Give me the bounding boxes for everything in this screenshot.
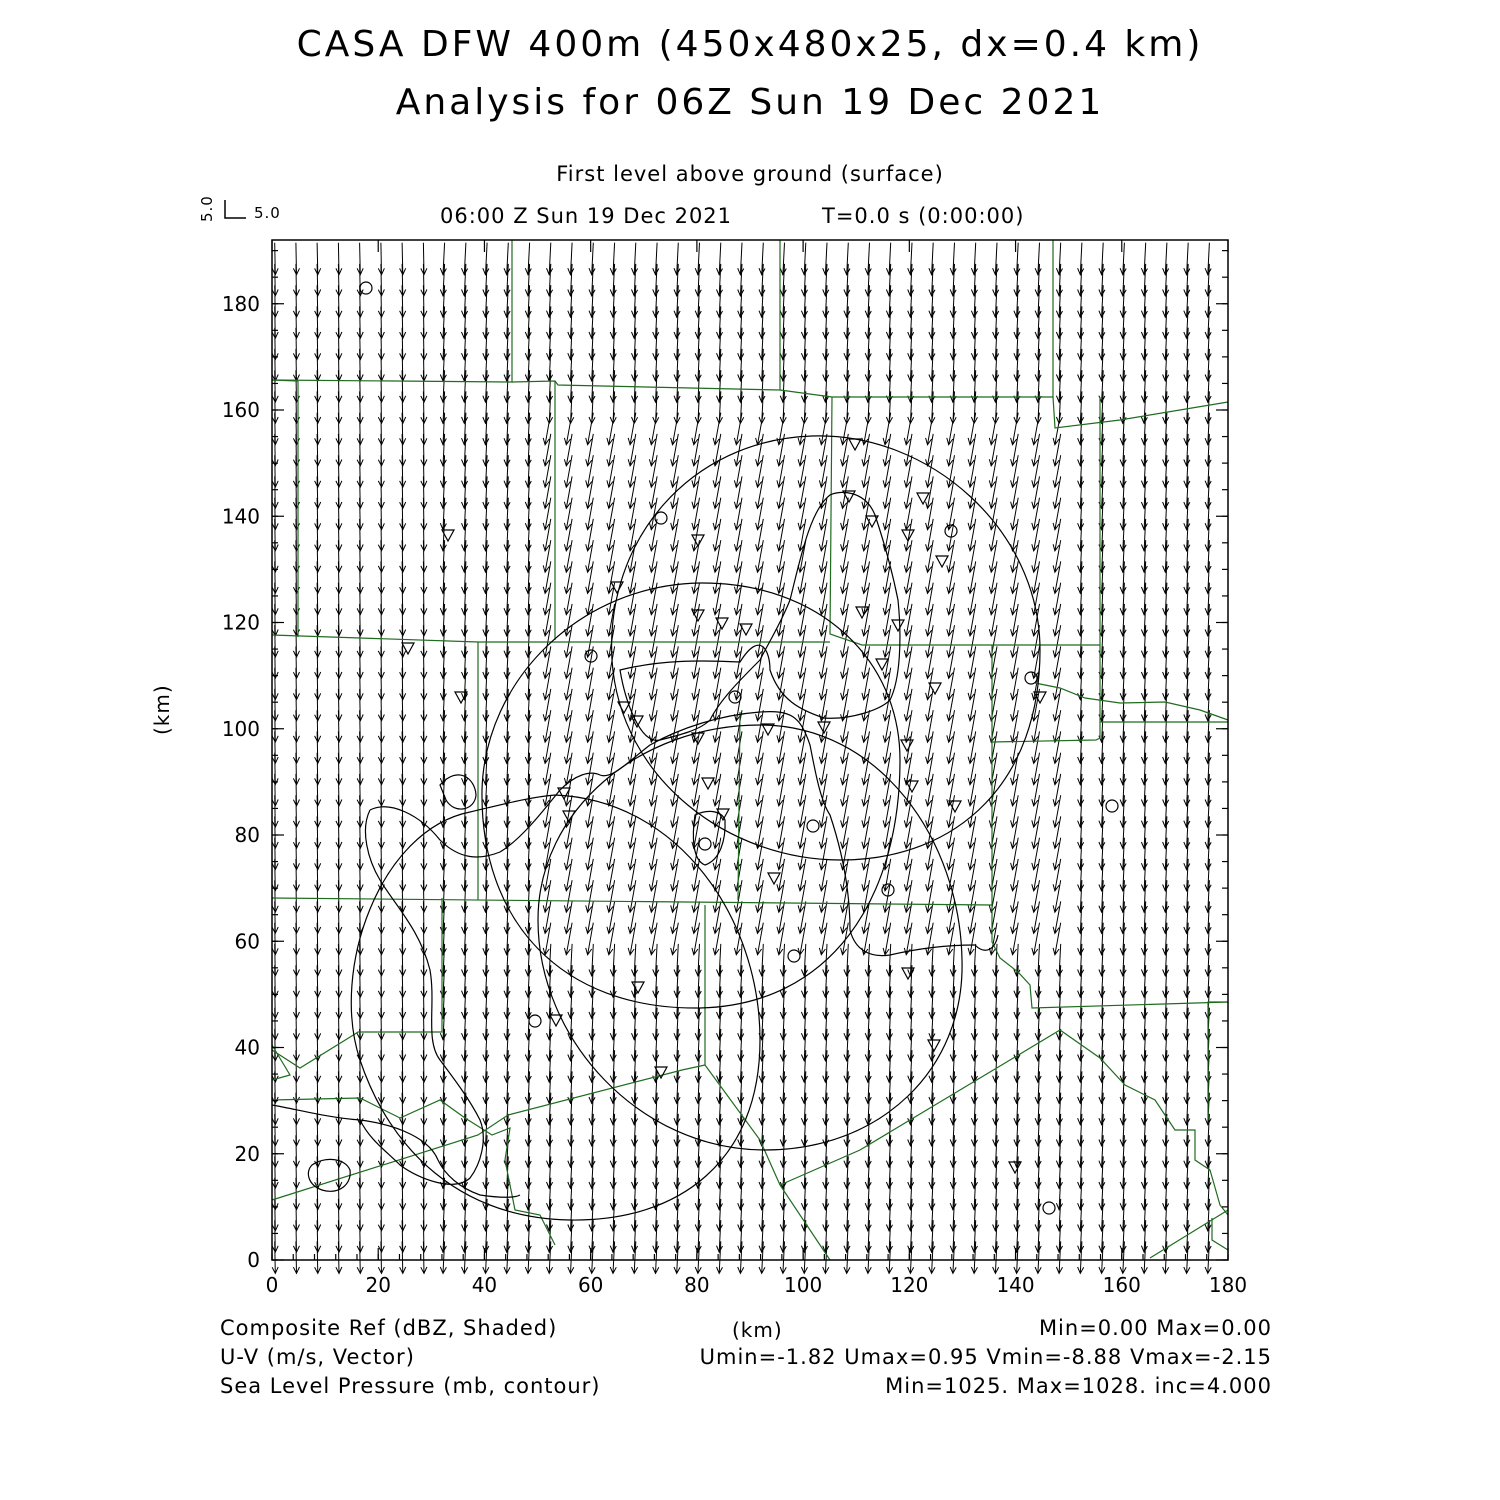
x-tick-label: 140 bbox=[996, 1273, 1035, 1297]
station-circle bbox=[1043, 1202, 1055, 1214]
pressure-contour bbox=[440, 775, 476, 809]
station-circle bbox=[655, 512, 667, 524]
y-tick-label: 60 bbox=[234, 929, 260, 954]
boundary-line bbox=[1035, 683, 1228, 720]
station-triangle bbox=[892, 620, 904, 631]
station-circle bbox=[729, 691, 741, 703]
x-tick-label: 0 bbox=[265, 1273, 279, 1297]
chart-title: CASA DFW 400m (450x480x25, dx=0.4 km) bbox=[296, 24, 1204, 65]
x-axis-unit: (km) bbox=[732, 1318, 783, 1342]
station-circle bbox=[529, 1015, 541, 1027]
valid-time-label: 06:00 Z Sun 19 Dec 2021 bbox=[440, 204, 733, 228]
boundary-line bbox=[780, 240, 1053, 397]
station-circle bbox=[807, 820, 819, 832]
x-tick-label: 20 bbox=[365, 1273, 391, 1297]
vector-scale-glyph bbox=[225, 200, 246, 218]
y-tick-label: 160 bbox=[221, 398, 260, 422]
pressure-contour bbox=[620, 492, 900, 740]
station-triangle bbox=[849, 439, 861, 450]
x-tick-label: 120 bbox=[890, 1273, 929, 1297]
station-triangle bbox=[917, 493, 929, 504]
vector-scale-v-label: 5.0 bbox=[198, 195, 216, 222]
legend-reflectivity: Composite Ref (dBZ, Shaded) bbox=[220, 1316, 558, 1340]
station-circle bbox=[788, 950, 800, 962]
boundary-line bbox=[992, 905, 1228, 1008]
station-triangle bbox=[936, 556, 948, 567]
x-tick-label: 40 bbox=[471, 1273, 498, 1297]
y-tick-label: 40 bbox=[234, 1035, 260, 1060]
y-tick-label: 80 bbox=[234, 823, 260, 847]
boundary-line bbox=[705, 1065, 830, 1260]
x-tick-label: 100 bbox=[784, 1273, 823, 1297]
station-triangle bbox=[768, 873, 780, 884]
boundary-line bbox=[272, 240, 512, 382]
station-triangle bbox=[928, 1040, 940, 1051]
stats-reflectivity: Min=0.00 Max=0.00 bbox=[1038, 1316, 1272, 1340]
x-tick-label: 180 bbox=[1208, 1273, 1248, 1297]
boundary-line bbox=[1208, 1002, 1228, 1120]
boundary-line bbox=[272, 635, 830, 642]
wind-vectors bbox=[272, 243, 1211, 1274]
station-triangle bbox=[702, 778, 714, 789]
station-circle bbox=[699, 838, 711, 850]
stats-wind: Umin=-1.82 Umax=0.95 Vmin=-8.88 Vmax=-2.15 bbox=[699, 1345, 1272, 1369]
pressure-contour bbox=[482, 583, 900, 1008]
level-label: First level above ground (surface) bbox=[556, 162, 944, 186]
boundary-line bbox=[1150, 1210, 1228, 1258]
boundary-line bbox=[992, 397, 1100, 742]
legend-wind: U-V (m/s, Vector) bbox=[220, 1345, 415, 1369]
y-axis-unit: (km) bbox=[150, 684, 174, 735]
y-tick-label: 20 bbox=[234, 1141, 260, 1166]
plot-axes bbox=[222, 240, 1247, 1297]
pressure-contour bbox=[538, 725, 962, 1150]
chart-subtitle: Analysis for 06Z Sun 19 Dec 2021 bbox=[395, 82, 1105, 123]
y-tick-label: 140 bbox=[221, 504, 260, 529]
elapsed-time-label: T=0.0 s (0:00:00) bbox=[822, 204, 1025, 228]
station-triangle bbox=[929, 683, 941, 694]
pressure-contour bbox=[370, 712, 975, 956]
y-tick-label: 100 bbox=[221, 716, 260, 741]
x-tick-label: 160 bbox=[1102, 1273, 1141, 1297]
y-tick-label: 180 bbox=[221, 291, 260, 316]
x-tick-label: 60 bbox=[577, 1273, 604, 1297]
boundary-line bbox=[1053, 397, 1228, 428]
station-triangle bbox=[717, 809, 729, 820]
pressure-contour bbox=[308, 1159, 350, 1191]
y-tick-label: 120 bbox=[221, 610, 260, 635]
station-triangle bbox=[692, 535, 704, 546]
x-tick-label: 80 bbox=[684, 1273, 710, 1297]
legend-pressure: Sea Level Pressure (mb, contour) bbox=[220, 1374, 601, 1398]
y-tick-label: 0 bbox=[247, 1248, 260, 1272]
station-triangle bbox=[402, 643, 414, 654]
stats-pressure: Min=1025. Max=1028. inc=4.000 bbox=[885, 1374, 1272, 1398]
vector-scale-u-label: 5.0 bbox=[254, 204, 281, 222]
boundary-line bbox=[272, 1034, 355, 1068]
boundary-line bbox=[272, 1098, 555, 1245]
station-triangle bbox=[876, 659, 888, 670]
station-circle bbox=[360, 282, 372, 294]
station-triangle bbox=[632, 982, 644, 993]
station-circle bbox=[1025, 672, 1037, 684]
wind-vector-field bbox=[272, 243, 1211, 1274]
station-circle bbox=[1106, 800, 1118, 812]
